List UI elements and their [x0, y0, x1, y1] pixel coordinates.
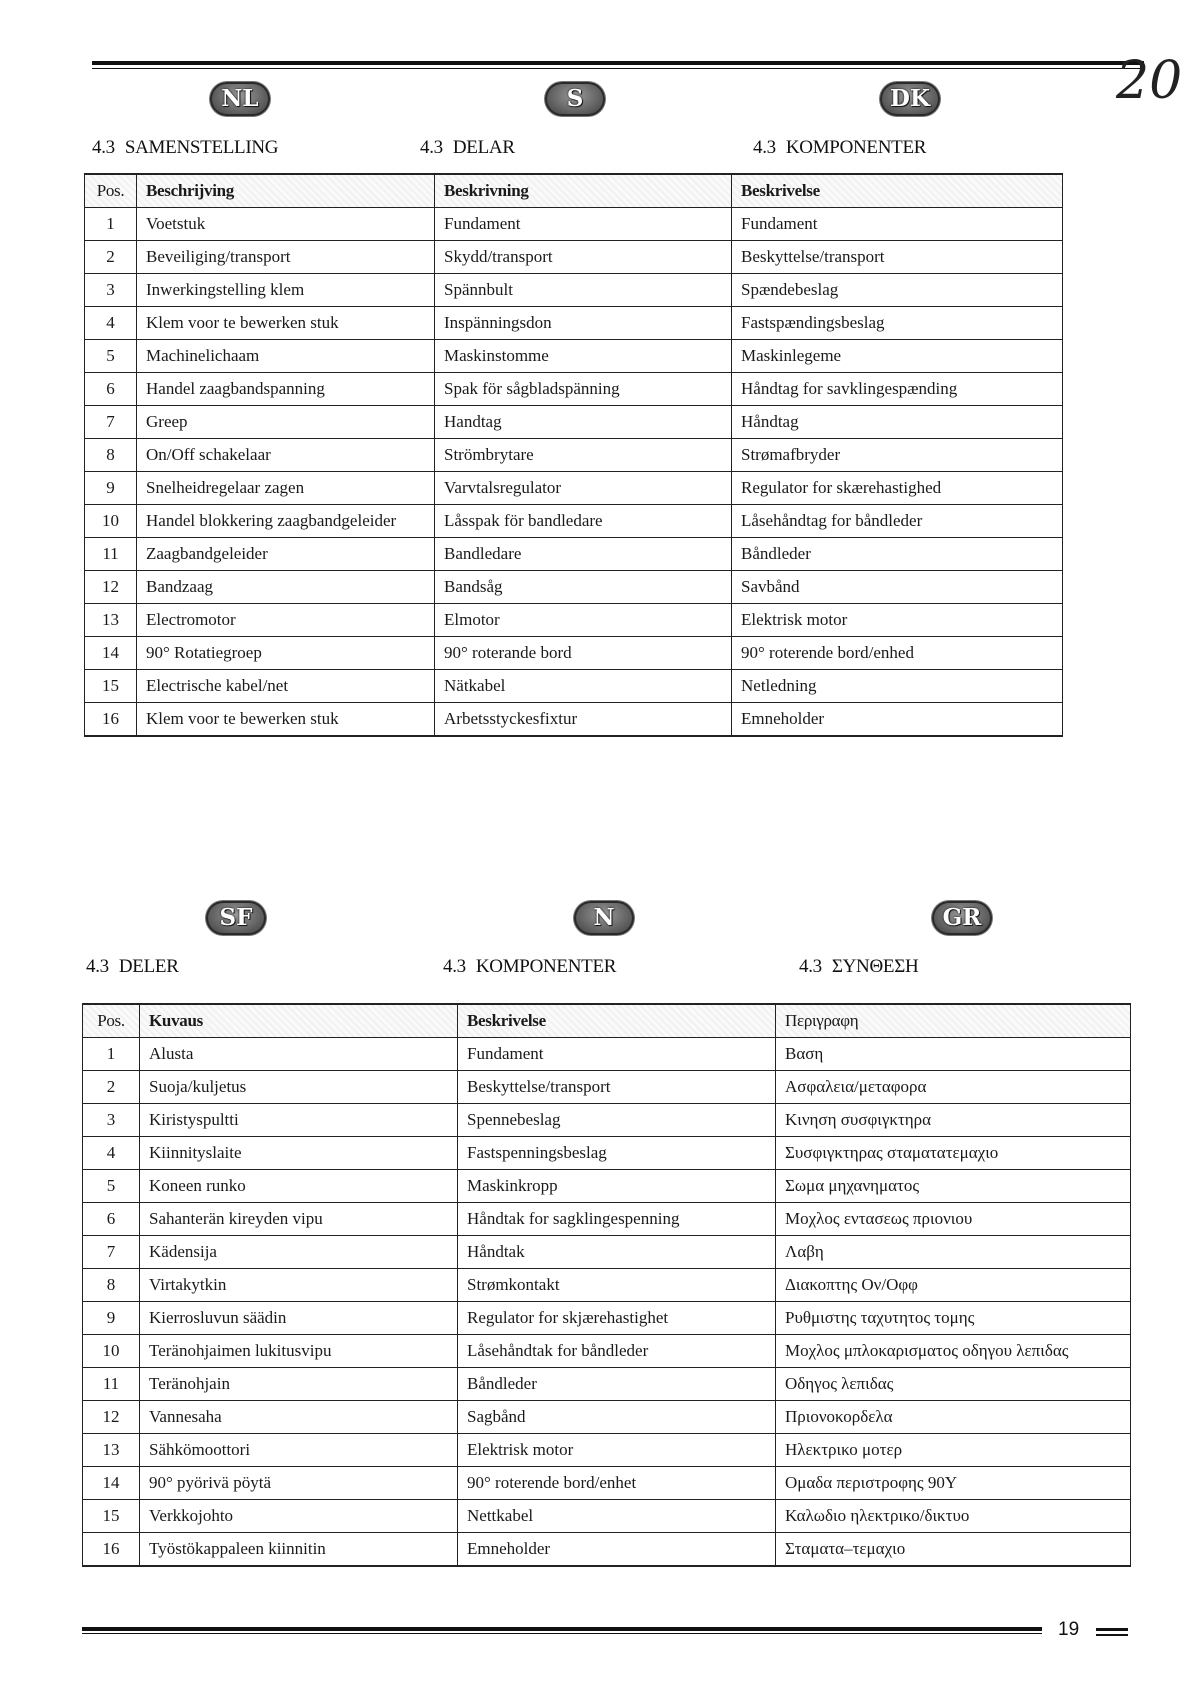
- cell-gr: Ηλεκτρικο μοτερ: [776, 1434, 1131, 1467]
- table-row: [85, 571, 1063, 604]
- cell-nl: Beveiliging/transport: [137, 241, 435, 274]
- cell-s: Fundament: [435, 208, 732, 241]
- cell-sf: 90° pyörivä pöytä: [140, 1467, 458, 1500]
- table-row: [85, 274, 1063, 307]
- cell-sf: Alusta: [140, 1038, 458, 1071]
- cell-dk: Fastspændingsbeslag: [732, 307, 1063, 340]
- table-row: [83, 1500, 1131, 1533]
- cell-gr: Μοχλος εντασεως πριονιου: [776, 1203, 1131, 1236]
- pos-cell: 2: [83, 1071, 140, 1104]
- section-title-nl: [92, 137, 278, 159]
- cell-s: 90° roterande bord: [435, 637, 732, 670]
- section-title-gr: [799, 956, 918, 978]
- language-badge-s: S: [545, 82, 605, 116]
- section-heading: DELER: [118, 956, 179, 977]
- section-number: 4.3: [443, 956, 466, 977]
- page-number: 19: [1058, 1619, 1080, 1640]
- table-row: [83, 1368, 1131, 1401]
- cell-nl: Voetstuk: [137, 208, 435, 241]
- cell-nl: 90° Rotatiegroep: [137, 637, 435, 670]
- section-heading: SAMENSTELLING: [124, 137, 279, 158]
- cell-dk: 90° roterende bord/enhed: [732, 637, 1063, 670]
- section-number: 4.3: [753, 137, 776, 158]
- cell-gr: Μοχλος μπλοκαρισματος οδηγου λεπιδας: [776, 1335, 1131, 1368]
- header-pos: Pos.: [85, 174, 137, 208]
- cell-sf: Virtakytkin: [140, 1269, 458, 1302]
- table-header-row: [83, 1004, 1131, 1038]
- cell-sf: Teränohjaimen lukitusvipu: [140, 1335, 458, 1368]
- table-row: [85, 670, 1063, 703]
- handwritten-mark: 20: [1116, 51, 1183, 111]
- page-number-mark: [1096, 1628, 1128, 1631]
- cell-gr: Λαβη: [776, 1236, 1131, 1269]
- pos-cell: 4: [85, 307, 137, 340]
- cell-n: Elektrisk motor: [458, 1434, 776, 1467]
- cell-gr: Ομαδα περιστροφης 90Υ: [776, 1467, 1131, 1500]
- cell-gr: Κινηση συσφιγκτηρα: [776, 1104, 1131, 1137]
- cell-s: Spak för sågbladspänning: [435, 373, 732, 406]
- cell-dk: Håndtag for savklingespænding: [732, 373, 1063, 406]
- page-number-mark-thin: [1096, 1634, 1128, 1636]
- cell-s: Varvtalsregulator: [435, 472, 732, 505]
- pos-cell: 9: [83, 1302, 140, 1335]
- pos-cell: 15: [85, 670, 137, 703]
- cell-nl: Machinelichaam: [137, 340, 435, 373]
- cell-n: Spennebeslag: [458, 1104, 776, 1137]
- cell-sf: Työstökappaleen kiinnitin: [140, 1533, 458, 1567]
- language-badge-gr: GR: [932, 901, 992, 935]
- table-row: [85, 505, 1063, 538]
- cell-nl: Klem voor te bewerken stuk: [137, 307, 435, 340]
- cell-gr: Ασφαλεια/μεταφορα: [776, 1071, 1131, 1104]
- cell-n: Beskyttelse/transport: [458, 1071, 776, 1104]
- pos-cell: 13: [83, 1434, 140, 1467]
- cell-dk: Spændebeslag: [732, 274, 1063, 307]
- cell-s: Arbetsstyckesfixtur: [435, 703, 732, 737]
- cell-dk: Netledning: [732, 670, 1063, 703]
- cell-n: Emneholder: [458, 1533, 776, 1567]
- table-row: [85, 307, 1063, 340]
- table-row: [83, 1071, 1131, 1104]
- footer-rule: [82, 1627, 1042, 1631]
- cell-gr: Συσφιγκτηρας σταματατεμαχιο: [776, 1137, 1131, 1170]
- language-badge-dk: DK: [880, 82, 940, 116]
- cell-gr: Σταματα–τεμαχιο: [776, 1533, 1131, 1567]
- table-row: [85, 472, 1063, 505]
- pos-cell: 10: [85, 505, 137, 538]
- top-rule: [92, 61, 1144, 65]
- cell-n: Låsehåndtak for båndleder: [458, 1335, 776, 1368]
- table-row: [83, 1302, 1131, 1335]
- section-heading: KOMPONENTER: [475, 956, 617, 977]
- cell-n: Strømkontakt: [458, 1269, 776, 1302]
- cell-n: Båndleder: [458, 1368, 776, 1401]
- footer-rule-thin: [82, 1633, 1042, 1634]
- section-title-dk: [753, 137, 926, 159]
- pos-cell: 11: [85, 538, 137, 571]
- header-description-gr: Περιγραφη: [776, 1004, 1131, 1038]
- table-row: [83, 1236, 1131, 1269]
- top-rule-thin: [92, 68, 1144, 69]
- cell-s: Elmotor: [435, 604, 732, 637]
- table-row: [83, 1401, 1131, 1434]
- section-number: 4.3: [799, 956, 822, 977]
- header-description-nl: Beschrijving: [137, 174, 435, 208]
- cell-n: Håndtak: [458, 1236, 776, 1269]
- pos-cell: 10: [83, 1335, 140, 1368]
- cell-dk: Elektrisk motor: [732, 604, 1063, 637]
- cell-n: Håndtak for sagklingespenning: [458, 1203, 776, 1236]
- pos-cell: 5: [85, 340, 137, 373]
- table-row: [85, 340, 1063, 373]
- cell-nl: Bandzaag: [137, 571, 435, 604]
- cell-s: Inspänningsdon: [435, 307, 732, 340]
- table-row: [85, 373, 1063, 406]
- pos-cell: 9: [85, 472, 137, 505]
- cell-dk: Fundament: [732, 208, 1063, 241]
- cell-sf: Kierrosluvun säädin: [140, 1302, 458, 1335]
- pos-cell: 8: [83, 1269, 140, 1302]
- cell-n: Fundament: [458, 1038, 776, 1071]
- header-description-n: Beskrivelse: [458, 1004, 776, 1038]
- header-description-sf: Kuvaus: [140, 1004, 458, 1038]
- pos-cell: 7: [83, 1236, 140, 1269]
- pos-cell: 3: [85, 274, 137, 307]
- header-description-s: Beskrivning: [435, 174, 732, 208]
- pos-cell: 15: [83, 1500, 140, 1533]
- cell-nl: Snelheidregelaar zagen: [137, 472, 435, 505]
- cell-s: Strömbrytare: [435, 439, 732, 472]
- cell-nl: Greep: [137, 406, 435, 439]
- cell-n: Nettkabel: [458, 1500, 776, 1533]
- cell-n: Maskinkropp: [458, 1170, 776, 1203]
- cell-nl: Klem voor te bewerken stuk: [137, 703, 435, 737]
- table-row: [85, 241, 1063, 274]
- cell-sf: Kädensija: [140, 1236, 458, 1269]
- cell-s: Skydd/transport: [435, 241, 732, 274]
- cell-nl: Electromotor: [137, 604, 435, 637]
- table-row: [83, 1434, 1131, 1467]
- pos-cell: 6: [85, 373, 137, 406]
- table-row: [83, 1038, 1131, 1071]
- table-row: [83, 1533, 1131, 1567]
- cell-s: Handtag: [435, 406, 732, 439]
- section-heading: KOMPONENTER: [785, 137, 927, 158]
- cell-n: Regulator for skjærehastighet: [458, 1302, 776, 1335]
- table-row: [83, 1104, 1131, 1137]
- cell-n: Sagbånd: [458, 1401, 776, 1434]
- cell-nl: Handel zaagbandspanning: [137, 373, 435, 406]
- pos-cell: 6: [83, 1203, 140, 1236]
- table-row: [85, 406, 1063, 439]
- cell-dk: Strømafbryder: [732, 439, 1063, 472]
- cell-gr: Ρυθμιστης ταχυτητος τομης: [776, 1302, 1131, 1335]
- cell-gr: Διακοπτης Ον/Οφφ: [776, 1269, 1131, 1302]
- pos-cell: 16: [83, 1533, 140, 1567]
- pos-cell: 11: [83, 1368, 140, 1401]
- table-header-row: [85, 174, 1063, 208]
- cell-gr: Βαση: [776, 1038, 1131, 1071]
- cell-dk: Regulator for skærehastighed: [732, 472, 1063, 505]
- pos-cell: 1: [85, 208, 137, 241]
- parts-table-top: [84, 173, 1063, 737]
- table-row: [85, 439, 1063, 472]
- cell-s: Nätkabel: [435, 670, 732, 703]
- section-number: 4.3: [86, 956, 109, 977]
- cell-dk: Håndtag: [732, 406, 1063, 439]
- table-row: [85, 703, 1063, 737]
- section-title-sf: [86, 956, 179, 978]
- table-row: [85, 604, 1063, 637]
- cell-dk: Savbånd: [732, 571, 1063, 604]
- section-heading: ΣΥΝΘΕΣΗ: [831, 956, 919, 977]
- cell-sf: Teränohjain: [140, 1368, 458, 1401]
- table-row: [83, 1467, 1131, 1500]
- cell-nl: Inwerkingstelling klem: [137, 274, 435, 307]
- pos-cell: 5: [83, 1170, 140, 1203]
- pos-cell: 13: [85, 604, 137, 637]
- table-row: [85, 538, 1063, 571]
- pos-cell: 14: [85, 637, 137, 670]
- cell-nl: Zaagbandgeleider: [137, 538, 435, 571]
- cell-s: Låsspak för bandledare: [435, 505, 732, 538]
- table-row: [83, 1269, 1131, 1302]
- table-row: [83, 1170, 1131, 1203]
- pos-cell: 7: [85, 406, 137, 439]
- cell-n: Fastspenningsbeslag: [458, 1137, 776, 1170]
- cell-dk: Låsehåndtag for båndleder: [732, 505, 1063, 538]
- cell-dk: Båndleder: [732, 538, 1063, 571]
- cell-s: Maskinstomme: [435, 340, 732, 373]
- section-number: 4.3: [92, 137, 115, 158]
- cell-s: Spännbult: [435, 274, 732, 307]
- cell-sf: Kiristyspultti: [140, 1104, 458, 1137]
- cell-dk: Beskyttelse/transport: [732, 241, 1063, 274]
- table-row: [85, 637, 1063, 670]
- cell-sf: Vannesaha: [140, 1401, 458, 1434]
- cell-s: Bandledare: [435, 538, 732, 571]
- cell-gr: Πριονοκορδελα: [776, 1401, 1131, 1434]
- section-title-n: [443, 956, 616, 978]
- cell-sf: Sähkömoottori: [140, 1434, 458, 1467]
- cell-sf: Sahanterän kireyden vipu: [140, 1203, 458, 1236]
- language-badge-n: N: [574, 901, 634, 935]
- table-row: [83, 1137, 1131, 1170]
- pos-cell: 16: [85, 703, 137, 737]
- section-title-s: [420, 137, 515, 159]
- cell-nl: Electrische kabel/net: [137, 670, 435, 703]
- table-row: [83, 1335, 1131, 1368]
- pos-cell: 3: [83, 1104, 140, 1137]
- parts-table-bottom: [82, 1003, 1131, 1567]
- cell-gr: Σωμα μηχανηματος: [776, 1170, 1131, 1203]
- section-heading: DELAR: [452, 137, 515, 158]
- cell-sf: Suoja/kuljetus: [140, 1071, 458, 1104]
- cell-sf: Verkkojohto: [140, 1500, 458, 1533]
- section-number: 4.3: [420, 137, 443, 158]
- cell-sf: Kiinnityslaite: [140, 1137, 458, 1170]
- table-row: [85, 208, 1063, 241]
- header-pos: Pos.: [83, 1004, 140, 1038]
- cell-dk: Maskinlegeme: [732, 340, 1063, 373]
- cell-sf: Koneen runko: [140, 1170, 458, 1203]
- language-badge-nl: NL: [210, 82, 270, 116]
- pos-cell: 2: [85, 241, 137, 274]
- table-row: [83, 1203, 1131, 1236]
- cell-gr: Καλωδιο ηλεκτρικο/δικτυο: [776, 1500, 1131, 1533]
- pos-cell: 1: [83, 1038, 140, 1071]
- pos-cell: 14: [83, 1467, 140, 1500]
- pos-cell: 12: [83, 1401, 140, 1434]
- pos-cell: 12: [85, 571, 137, 604]
- cell-s: Bandsåg: [435, 571, 732, 604]
- cell-gr: Οδηγος λεπιδας: [776, 1368, 1131, 1401]
- header-description-dk: Beskrivelse: [732, 174, 1063, 208]
- cell-n: 90° roterende bord/enhet: [458, 1467, 776, 1500]
- pos-cell: 4: [83, 1137, 140, 1170]
- cell-dk: Emneholder: [732, 703, 1063, 737]
- cell-nl: Handel blokkering zaagbandgeleider: [137, 505, 435, 538]
- pos-cell: 8: [85, 439, 137, 472]
- cell-nl: On/Off schakelaar: [137, 439, 435, 472]
- language-badge-sf: SF: [206, 901, 266, 935]
